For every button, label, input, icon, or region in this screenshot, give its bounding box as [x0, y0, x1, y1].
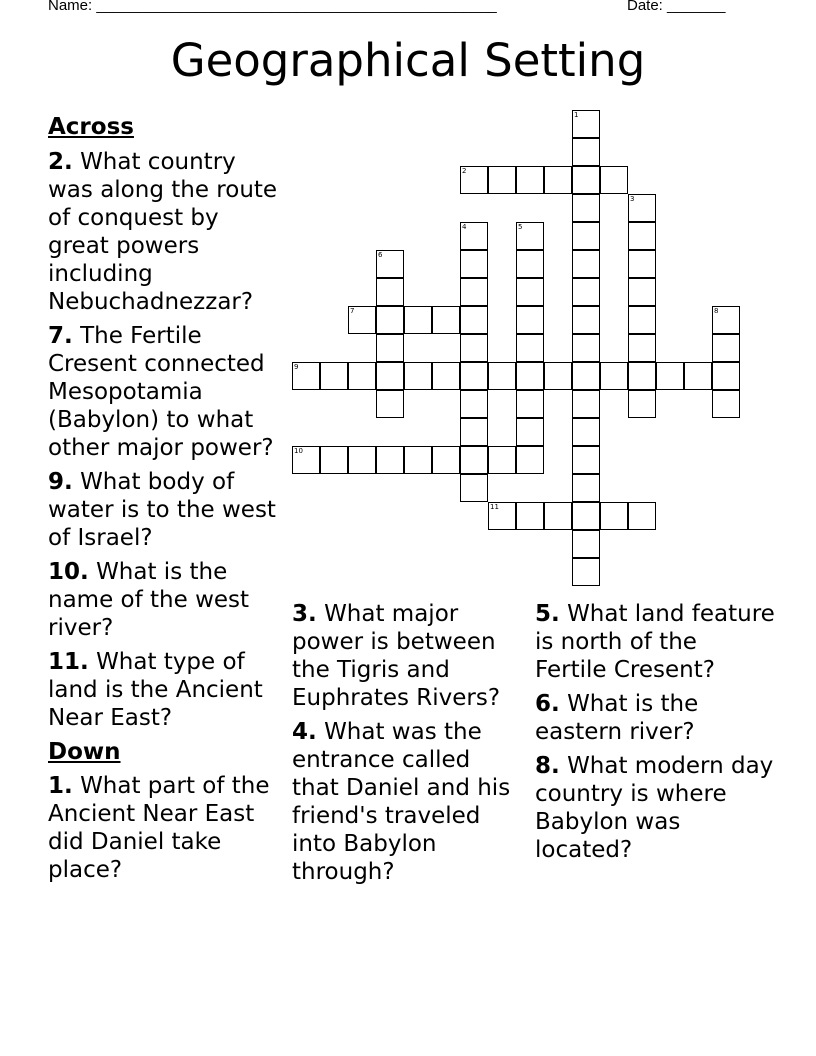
clue-down-8 — [535, 752, 775, 864]
cell-number: 2 — [462, 167, 467, 175]
crossword-cell[interactable] — [488, 502, 516, 530]
crossword-cell[interactable] — [516, 222, 544, 250]
crossword-cell[interactable] — [572, 502, 600, 530]
crossword-cell[interactable] — [460, 166, 488, 194]
crossword-cell[interactable] — [376, 278, 404, 306]
down-clues-column-2 — [292, 600, 524, 892]
crossword-cell[interactable] — [712, 362, 740, 390]
clue-across-11 — [48, 648, 280, 732]
clue-down-3 — [292, 600, 524, 712]
crossword-cell[interactable] — [628, 278, 656, 306]
crossword-cell[interactable] — [572, 110, 600, 138]
crossword-cell[interactable] — [572, 474, 600, 502]
crossword-cell[interactable] — [572, 446, 600, 474]
crossword-cell[interactable] — [572, 334, 600, 362]
crossword-cell[interactable] — [572, 530, 600, 558]
crossword-cell[interactable] — [348, 306, 376, 334]
crossword-cell[interactable] — [628, 502, 656, 530]
cell-number: 7 — [350, 307, 355, 315]
crossword-cell[interactable] — [628, 334, 656, 362]
crossword-cell[interactable] — [432, 362, 460, 390]
clue-text: What body of water is to the west of Israel? — [48, 469, 276, 551]
crossword-cell[interactable] — [684, 362, 712, 390]
crossword-cell[interactable] — [628, 306, 656, 334]
crossword-cell[interactable] — [460, 474, 488, 502]
crossword-cell[interactable] — [516, 446, 544, 474]
crossword-cell[interactable] — [404, 362, 432, 390]
crossword-cell[interactable] — [488, 166, 516, 194]
crossword-cell[interactable] — [460, 222, 488, 250]
crossword-cell[interactable] — [320, 362, 348, 390]
crossword-cell[interactable] — [572, 362, 600, 390]
crossword-cell[interactable] — [516, 362, 544, 390]
across-clues-column — [48, 148, 280, 890]
crossword-cell[interactable] — [572, 558, 600, 586]
crossword-cell[interactable] — [432, 446, 460, 474]
cell-number: 11 — [490, 503, 499, 511]
crossword-cell[interactable] — [544, 166, 572, 194]
crossword-cell[interactable] — [572, 278, 600, 306]
clue-number: 4. — [292, 719, 317, 745]
crossword-cell[interactable] — [376, 362, 404, 390]
clue-number: 7. — [48, 323, 73, 349]
crossword-cell[interactable] — [404, 306, 432, 334]
clue-text: What part of the Ancient Near East did Daniel take place? — [48, 773, 270, 883]
crossword-cell[interactable] — [516, 278, 544, 306]
clue-text: What country was along the route of conquest by great powers including Nebuchadnezzar? — [48, 149, 278, 315]
cell-number: 10 — [294, 447, 303, 455]
cell-number: 6 — [378, 251, 383, 259]
crossword-cell[interactable] — [712, 390, 740, 418]
clue-number: 11. — [48, 649, 89, 675]
crossword-cell[interactable] — [628, 390, 656, 418]
clue-across-2 — [48, 148, 280, 316]
crossword-cell[interactable] — [572, 222, 600, 250]
clue-down-4 — [292, 718, 524, 886]
crossword-cell[interactable] — [376, 306, 404, 334]
crossword-cell[interactable] — [628, 222, 656, 250]
clue-text: What is the name of the west river? — [48, 559, 250, 641]
cell-number: 3 — [630, 195, 635, 203]
crossword-cell[interactable] — [572, 194, 600, 222]
crossword-cell[interactable] — [488, 362, 516, 390]
crossword-cell[interactable] — [432, 306, 460, 334]
clue-across-9 — [48, 468, 280, 552]
clue-number: 10. — [48, 559, 89, 585]
crossword-cell[interactable] — [600, 166, 628, 194]
crossword-cell[interactable] — [516, 166, 544, 194]
crossword-cell[interactable] — [460, 306, 488, 334]
crossword-cell[interactable] — [488, 446, 516, 474]
crossword-cell[interactable] — [712, 334, 740, 362]
crossword-cell[interactable] — [460, 362, 488, 390]
crossword-cell[interactable] — [628, 250, 656, 278]
crossword-cell[interactable] — [572, 418, 600, 446]
crossword-cell[interactable] — [600, 502, 628, 530]
down-clues-column-3 — [535, 600, 775, 870]
cell-number: 4 — [462, 223, 467, 231]
crossword-cell[interactable] — [376, 390, 404, 418]
crossword-cell[interactable] — [572, 138, 600, 166]
crossword-cell[interactable] — [516, 418, 544, 446]
crossword-cell[interactable] — [292, 446, 320, 474]
date-field-line: Date: _______ — [627, 0, 726, 14]
clue-number: 1. — [48, 773, 73, 799]
crossword-cell[interactable] — [544, 502, 572, 530]
clue-number: 2. — [48, 149, 73, 175]
cell-number: 8 — [714, 307, 719, 315]
cell-number: 9 — [294, 363, 299, 371]
crossword-cell[interactable] — [572, 250, 600, 278]
crossword-cell[interactable] — [712, 306, 740, 334]
crossword-cell[interactable] — [516, 390, 544, 418]
crossword-cell[interactable] — [572, 306, 600, 334]
crossword-cell[interactable] — [404, 446, 432, 474]
crossword-cell[interactable] — [460, 446, 488, 474]
crossword-cell[interactable] — [460, 334, 488, 362]
clue-text: What land feature is north of the Fertile Cresent? — [535, 601, 775, 683]
crossword-cell[interactable] — [516, 306, 544, 334]
clue-text: What was the entrance called that Daniel and his friend's traveled into Babylon through? — [292, 719, 511, 885]
clue-down-6 — [535, 690, 775, 746]
clue-down-5 — [535, 600, 775, 684]
clue-number: 9. — [48, 469, 73, 495]
crossword-cell[interactable] — [544, 362, 572, 390]
cell-number: 5 — [518, 223, 523, 231]
crossword-cell[interactable] — [600, 362, 628, 390]
crossword-cell[interactable] — [460, 250, 488, 278]
page-title: Geographical Setting — [170, 34, 646, 87]
crossword-cell[interactable] — [572, 166, 600, 194]
crossword-cell[interactable] — [348, 446, 376, 474]
clue-text: What major power is between the Tigris and Euphrates Rivers? — [292, 601, 501, 711]
clue-text: What type of land is the Ancient Near East? — [48, 649, 263, 731]
down-heading: Down — [48, 739, 121, 765]
clue-number: 8. — [535, 753, 560, 779]
clue-number: 5. — [535, 601, 560, 627]
crossword-cell[interactable] — [320, 446, 348, 474]
crossword-cell[interactable] — [460, 418, 488, 446]
clue-text: The Fertile Cresent connected Mesopotamia (Babylon) to what other major power? — [48, 323, 274, 461]
clue-number: 3. — [292, 601, 317, 627]
crossword-cell[interactable] — [376, 446, 404, 474]
crossword-cell[interactable] — [376, 250, 404, 278]
crossword-cell[interactable] — [628, 362, 656, 390]
clue-across-7 — [48, 322, 280, 462]
crossword-cell[interactable] — [348, 362, 376, 390]
clue-down-1 — [48, 772, 280, 884]
crossword-cell[interactable] — [516, 334, 544, 362]
crossword-cell[interactable] — [460, 278, 488, 306]
name-field-line: Name: ________________________________________________ — [48, 0, 497, 14]
clue-text: What is the eastern river? — [535, 691, 699, 745]
cell-number: 1 — [574, 111, 579, 119]
crossword-cell[interactable] — [572, 390, 600, 418]
clue-number: 6. — [535, 691, 560, 717]
crossword-cell[interactable] — [292, 362, 320, 390]
crossword-cell[interactable] — [628, 194, 656, 222]
crossword-cell[interactable] — [376, 334, 404, 362]
across-heading: Across — [48, 114, 134, 140]
crossword-cell[interactable] — [656, 362, 684, 390]
crossword-cell[interactable] — [516, 250, 544, 278]
clue-text: What modern day country is where Babylon was located? — [535, 753, 774, 863]
crossword-cell[interactable] — [516, 502, 544, 530]
crossword-cell[interactable] — [460, 390, 488, 418]
clue-across-10 — [48, 558, 280, 642]
